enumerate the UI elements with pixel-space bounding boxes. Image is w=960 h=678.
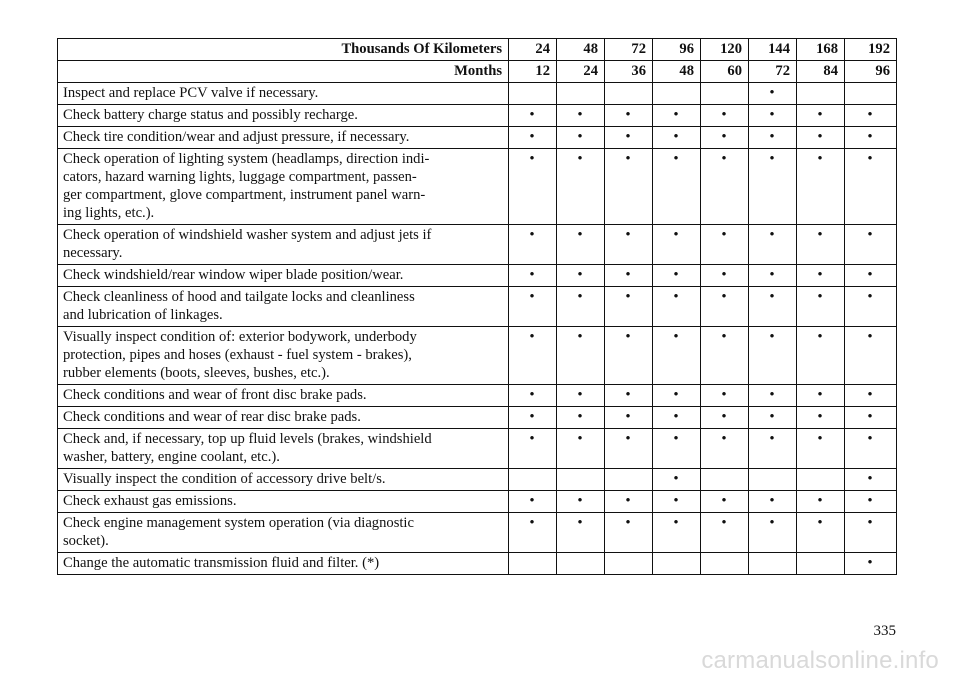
service-bullet: • (845, 265, 897, 287)
service-bullet: • (797, 225, 845, 265)
service-bullet: • (605, 327, 653, 385)
table-row (58, 407, 897, 429)
task-description: Check tire condition/wear and adjust pressure, if necessary. (58, 127, 509, 149)
km-value: 72 (605, 39, 653, 61)
service-bullet: • (509, 407, 557, 429)
service-bullet: • (653, 149, 701, 225)
service-bullet: • (797, 265, 845, 287)
km-value: 24 (509, 39, 557, 61)
table-row (58, 429, 897, 469)
task-description: Check and, if necessary, top up fluid levels (brakes, windshield washer, battery, engine coolant, etc.). (58, 429, 509, 469)
table-row (58, 385, 897, 407)
task-description: Check conditions and wear of rear disc brake pads. (58, 407, 509, 429)
task-description: Visually inspect the condition of accessory drive belt/s. (58, 469, 509, 491)
months-value: 24 (557, 61, 605, 83)
service-bullet: • (653, 407, 701, 429)
service-bullet: • (845, 287, 897, 327)
table-row (58, 265, 897, 287)
service-bullet: • (653, 105, 701, 127)
months-value: 72 (749, 61, 797, 83)
empty-cell (845, 83, 897, 105)
service-bullet: • (605, 225, 653, 265)
task-description: Check exhaust gas emissions. (58, 491, 509, 513)
service-bullet: • (605, 105, 653, 127)
service-bullet: • (701, 513, 749, 553)
service-bullet: • (749, 429, 797, 469)
service-bullet: • (845, 491, 897, 513)
service-bullet: • (701, 127, 749, 149)
service-bullet: • (557, 407, 605, 429)
empty-cell (509, 469, 557, 491)
service-bullet: • (605, 149, 653, 225)
months-label: Months (58, 61, 509, 83)
empty-cell (605, 553, 653, 575)
service-bullet: • (605, 287, 653, 327)
months-value: 12 (509, 61, 557, 83)
table-row (58, 287, 897, 327)
service-bullet: • (845, 385, 897, 407)
km-label: Thousands Of Kilometers (58, 39, 509, 61)
service-bullet: • (653, 385, 701, 407)
service-bullet: • (797, 149, 845, 225)
empty-cell (557, 553, 605, 575)
empty-cell (605, 469, 653, 491)
service-bullet: • (557, 429, 605, 469)
task-description: Check windshield/rear window wiper blade position/wear. (58, 265, 509, 287)
table-row (58, 513, 897, 553)
empty-cell (797, 553, 845, 575)
service-bullet: • (557, 105, 605, 127)
empty-cell (557, 469, 605, 491)
months-value: 84 (797, 61, 845, 83)
service-bullet: • (509, 287, 557, 327)
service-bullet: • (701, 105, 749, 127)
service-bullet: • (509, 513, 557, 553)
empty-cell (797, 469, 845, 491)
task-description: Check operation of windshield washer system and adjust jets if necessary. (58, 225, 509, 265)
empty-cell (749, 469, 797, 491)
table-row (58, 469, 897, 491)
months-value: 60 (701, 61, 749, 83)
empty-cell (701, 469, 749, 491)
table-row (58, 327, 897, 385)
service-bullet: • (797, 105, 845, 127)
page-number: 335 (873, 623, 896, 639)
service-bullet: • (653, 225, 701, 265)
km-value: 168 (797, 39, 845, 61)
service-bullet: • (557, 513, 605, 553)
months-header-row (58, 61, 897, 83)
empty-cell (605, 83, 653, 105)
service-bullet: • (845, 225, 897, 265)
service-bullet: • (845, 553, 897, 575)
km-value: 48 (557, 39, 605, 61)
service-bullet: • (845, 513, 897, 553)
service-bullet: • (797, 513, 845, 553)
service-bullet: • (557, 327, 605, 385)
service-bullet: • (797, 127, 845, 149)
service-bullet: • (749, 407, 797, 429)
service-bullet: • (605, 429, 653, 469)
task-description: Visually inspect condition of: exterior bodywork, underbody protection, pipes and hoses (exhaust - fuel system - brakes), rubber elements (boots, sleeves, bushes, etc.). (58, 327, 509, 385)
service-bullet: • (701, 491, 749, 513)
service-bullet: • (509, 491, 557, 513)
service-bullet: • (797, 385, 845, 407)
service-bullet: • (749, 513, 797, 553)
service-bullet: • (797, 407, 845, 429)
service-bullet: • (749, 149, 797, 225)
service-bullet: • (749, 385, 797, 407)
service-bullet: • (845, 327, 897, 385)
service-bullet: • (653, 127, 701, 149)
empty-cell (509, 83, 557, 105)
task-description: Change the automatic transmission fluid and filter. (*) (58, 553, 509, 575)
service-bullet: • (749, 491, 797, 513)
task-description: Check battery charge status and possibly recharge. (58, 105, 509, 127)
table-row (58, 105, 897, 127)
empty-cell (653, 83, 701, 105)
empty-cell (509, 553, 557, 575)
empty-cell (749, 553, 797, 575)
service-bullet: • (701, 287, 749, 327)
service-bullet: • (605, 127, 653, 149)
service-bullet: • (509, 327, 557, 385)
service-bullet: • (749, 265, 797, 287)
task-description: Check engine management system operation (via diagnostic socket). (58, 513, 509, 553)
service-bullet: • (653, 287, 701, 327)
table-row (58, 149, 897, 225)
table-row (58, 127, 897, 149)
empty-cell (557, 83, 605, 105)
service-bullet: • (701, 149, 749, 225)
service-bullet: • (701, 225, 749, 265)
service-bullet: • (509, 265, 557, 287)
km-value: 120 (701, 39, 749, 61)
task-description: Check conditions and wear of front disc brake pads. (58, 385, 509, 407)
service-bullet: • (749, 287, 797, 327)
service-bullet: • (653, 491, 701, 513)
service-bullet: • (653, 265, 701, 287)
service-bullet: • (557, 149, 605, 225)
service-bullet: • (701, 327, 749, 385)
service-bullet: • (653, 429, 701, 469)
task-description: Check cleanliness of hood and tailgate locks and cleanliness and lubrication of linkages. (58, 287, 509, 327)
service-bullet: • (845, 407, 897, 429)
service-bullet: • (605, 385, 653, 407)
service-bullet: • (557, 225, 605, 265)
service-bullet: • (557, 287, 605, 327)
service-bullet: • (845, 149, 897, 225)
watermark-text: carmanualsonline.info (701, 647, 939, 674)
service-bullet: • (797, 287, 845, 327)
service-bullet: • (701, 385, 749, 407)
km-value: 96 (653, 39, 701, 61)
service-bullet: • (509, 149, 557, 225)
table-row (58, 83, 897, 105)
service-bullet: • (701, 407, 749, 429)
service-bullet: • (749, 225, 797, 265)
months-value: 48 (653, 61, 701, 83)
service-bullet: • (749, 127, 797, 149)
service-bullet: • (653, 469, 701, 491)
service-bullet: • (557, 491, 605, 513)
months-value: 36 (605, 61, 653, 83)
service-bullet: • (509, 225, 557, 265)
table-row (58, 491, 897, 513)
empty-cell (797, 83, 845, 105)
service-bullet: • (845, 469, 897, 491)
service-bullet: • (557, 127, 605, 149)
service-bullet: • (845, 429, 897, 469)
km-header-row (58, 39, 897, 61)
maintenance-schedule-table (57, 38, 897, 575)
service-bullet: • (797, 429, 845, 469)
service-bullet: • (749, 327, 797, 385)
service-bullet: • (845, 105, 897, 127)
months-value: 96 (845, 61, 897, 83)
service-bullet: • (509, 127, 557, 149)
task-description: Inspect and replace PCV valve if necessary. (58, 83, 509, 105)
empty-cell (701, 83, 749, 105)
table-row (58, 553, 897, 575)
service-bullet: • (701, 265, 749, 287)
service-bullet: • (701, 429, 749, 469)
task-description: Check operation of lighting system (headlamps, direction indi- cators, hazard warning lights, luggage compartment, passen- ger compartment, glove compartment, instrument panel warn- ing lights, etc.). (58, 149, 509, 225)
service-bullet: • (557, 265, 605, 287)
table-row (58, 225, 897, 265)
service-bullet: • (509, 385, 557, 407)
empty-cell (701, 553, 749, 575)
km-value: 144 (749, 39, 797, 61)
service-bullet: • (797, 327, 845, 385)
service-bullet: • (653, 327, 701, 385)
service-bullet: • (605, 265, 653, 287)
service-bullet: • (509, 105, 557, 127)
service-bullet: • (749, 105, 797, 127)
km-value: 192 (845, 39, 897, 61)
service-bullet: • (605, 407, 653, 429)
service-bullet: • (509, 429, 557, 469)
service-bullet: • (797, 491, 845, 513)
service-bullet: • (845, 127, 897, 149)
empty-cell (653, 553, 701, 575)
service-bullet: • (605, 491, 653, 513)
service-bullet: • (749, 83, 797, 105)
service-bullet: • (557, 385, 605, 407)
service-bullet: • (605, 513, 653, 553)
service-bullet: • (653, 513, 701, 553)
